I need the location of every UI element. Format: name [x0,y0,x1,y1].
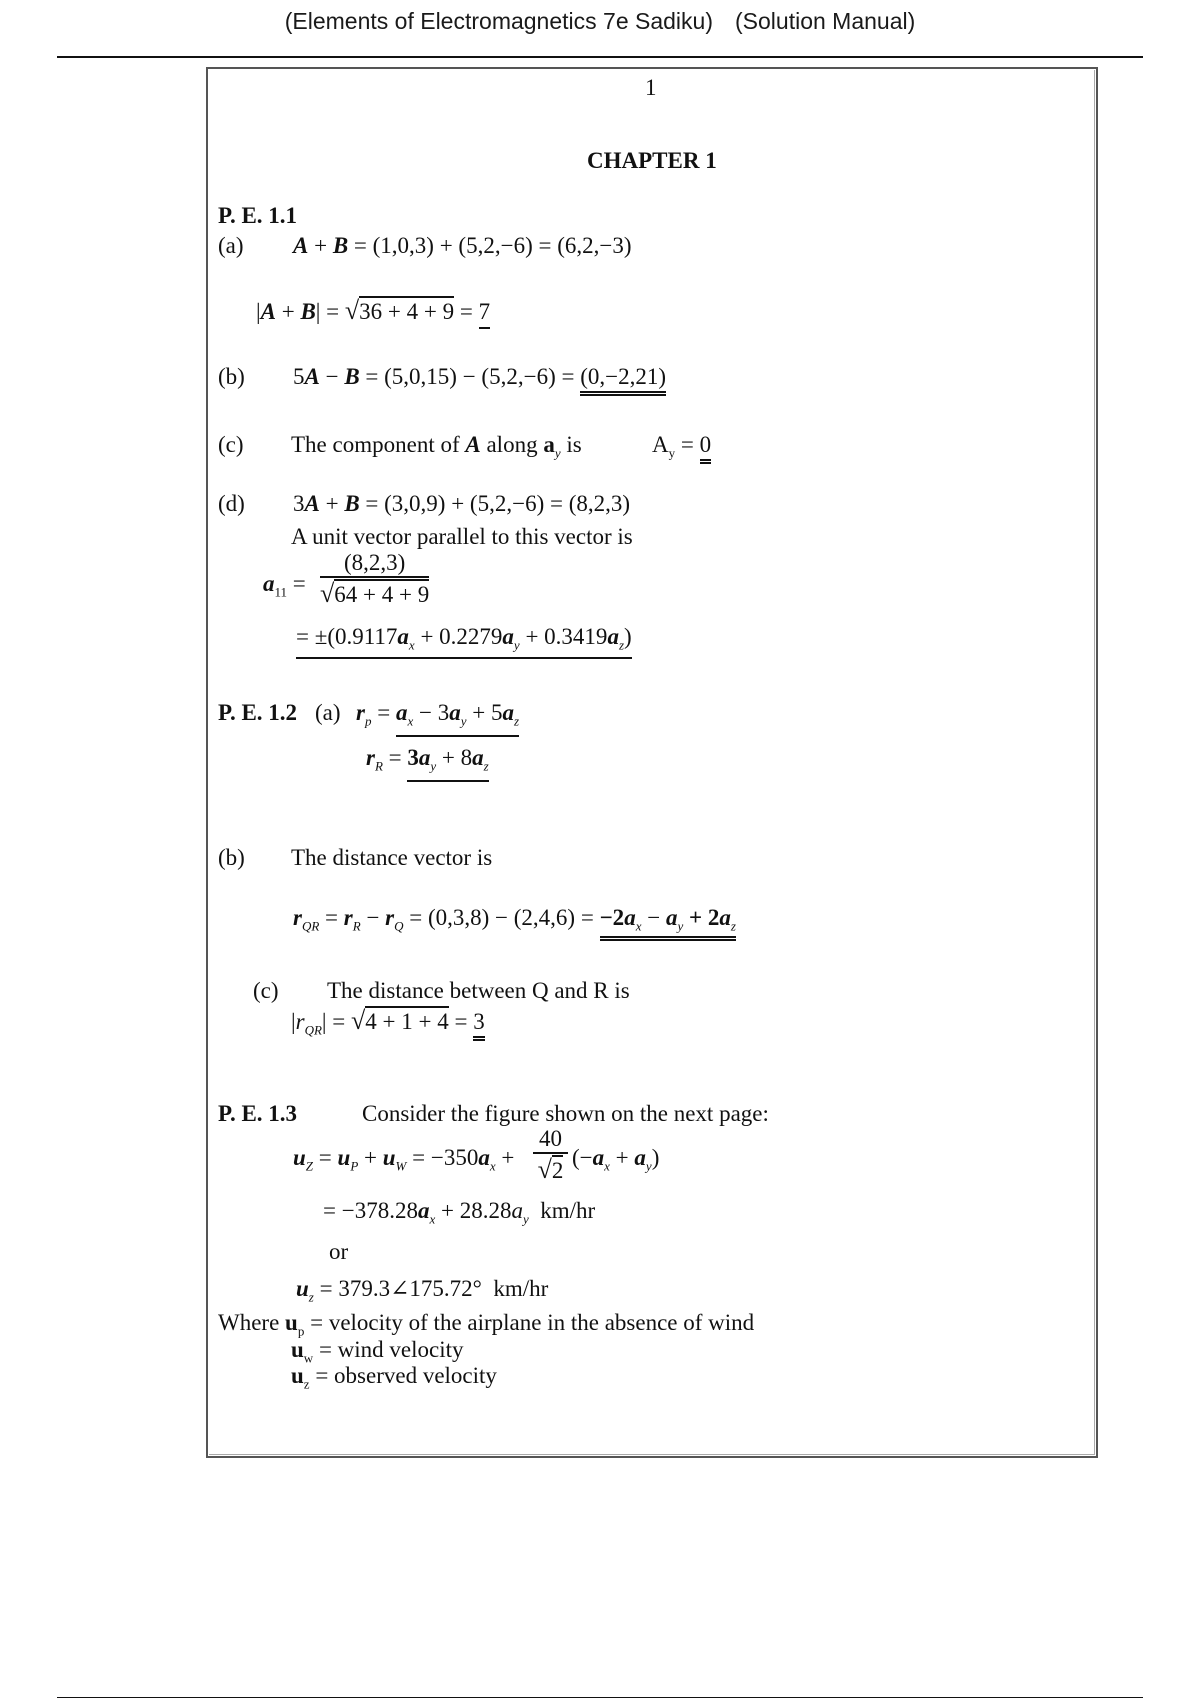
pe13-intro: Consider the figure shown on the next page: [362,1101,769,1126]
pe13-eq1-fraction: $\frac{40}{√2}$ [533,1127,568,1183]
pe12-c-text: The distance between Q and R is [327,978,630,1003]
pe11-c-text: The component of A along $a_y$ is [291,432,582,461]
pe11-b-label: (b) [218,364,245,389]
pe12-rr-equation: $r_R = 3a_y + 8a_z$ [366,746,489,773]
pe11-unit-vector-result: = $\pm(0.9117a_x + 0.2279a_y + 0.3419a_z)$ [296,625,632,652]
pe13-eq1: $u_Z = u_P + u_W = -350a_x$ + [293,1145,515,1174]
pe12-b-text: The distance vector is [291,845,493,870]
chapter-title: CHAPTER 1 [587,148,717,173]
pe11-d-text: A unit vector parallel to this vector is [291,524,633,549]
header-rule [57,56,1143,58]
pe12-rp-equation: $r_p = a_x - 3a_y + 5a_z$ [356,701,519,728]
pe12-c-label: (c) [253,978,279,1003]
footer-rule [57,1697,1143,1698]
pe11-b-equation: 5A − B = (5,0,15) − (5,2,−6) = (0,−2,21) [293,365,666,388]
pe11-unit-vector-fraction: $\frac{(8,2,3)}{√64 + 4 + 9}$ [320,550,430,608]
pe13-or: or [329,1239,349,1264]
pe11-d-equation: 3A + B = (3,0,9) + (5,2,−6) = (8,2,3) [293,491,631,516]
pe11-c-label: (c) [218,432,244,457]
pe11-a-equation: A + B = (1,0,3) + (5,2,−6) = (6,2,−3) [293,233,632,258]
pe11-a-label: (a) [218,233,244,258]
page-number: 1 [645,75,657,100]
pe12-title: P. E. 1.2 [218,700,298,725]
pe13-where-uw: $u_w$ = wind velocity [291,1337,464,1366]
pe13-where-uz: $u_z$ = observed velocity [291,1363,497,1392]
pe12-c-equation: $|r_{QR}| = √4 + 1 + 4 = 3$ [291,1008,485,1037]
sqrt-sign: √36 + 4 + 9 [344,296,455,325]
page-header [0,8,1200,35]
book-title: (Elements of Electromagnetics 7e Sadiku) [284,8,713,34]
pe13-polar: $u_z$ = 379.3∠175.72° km/hr [296,1276,549,1305]
pe11-d-label: (d) [218,491,245,516]
manual-title: (Solution Manual) [735,8,916,34]
pe11-b-result: (0,−2,21) [580,364,666,396]
pe11-mag-result: 7 [479,299,491,329]
pe11-c-result: $A_y = 0$ [652,433,711,460]
pe11-title: P. E. 1.1 [218,203,298,228]
pe12-b-label: (b) [218,845,245,870]
pe13-eq1-paren: $(-a_x + a_y)$ [572,1145,660,1174]
pe13-title: P. E. 1.3 [218,1101,298,1126]
pe11-magnitude: |A + B| = √36 + 4 + 9 = 7 [256,298,490,324]
pe11-unit-vector-symbol: $a_{11}$ = [263,571,306,600]
pe12-b-equation: $r_{QR} = r_R - r_Q = (0,3,8) - (2,4,6) = -2a_x - a_y + 2a_z$ [293,906,736,933]
pe13-eq2: = $-378.28a_x + 28.28a_y$ km/hr [323,1198,596,1227]
pe13-where-up: Where $u_p$ = velocity of the airplane in the absence of wind [218,1310,755,1339]
pe12-a-label: (a) [315,700,341,725]
